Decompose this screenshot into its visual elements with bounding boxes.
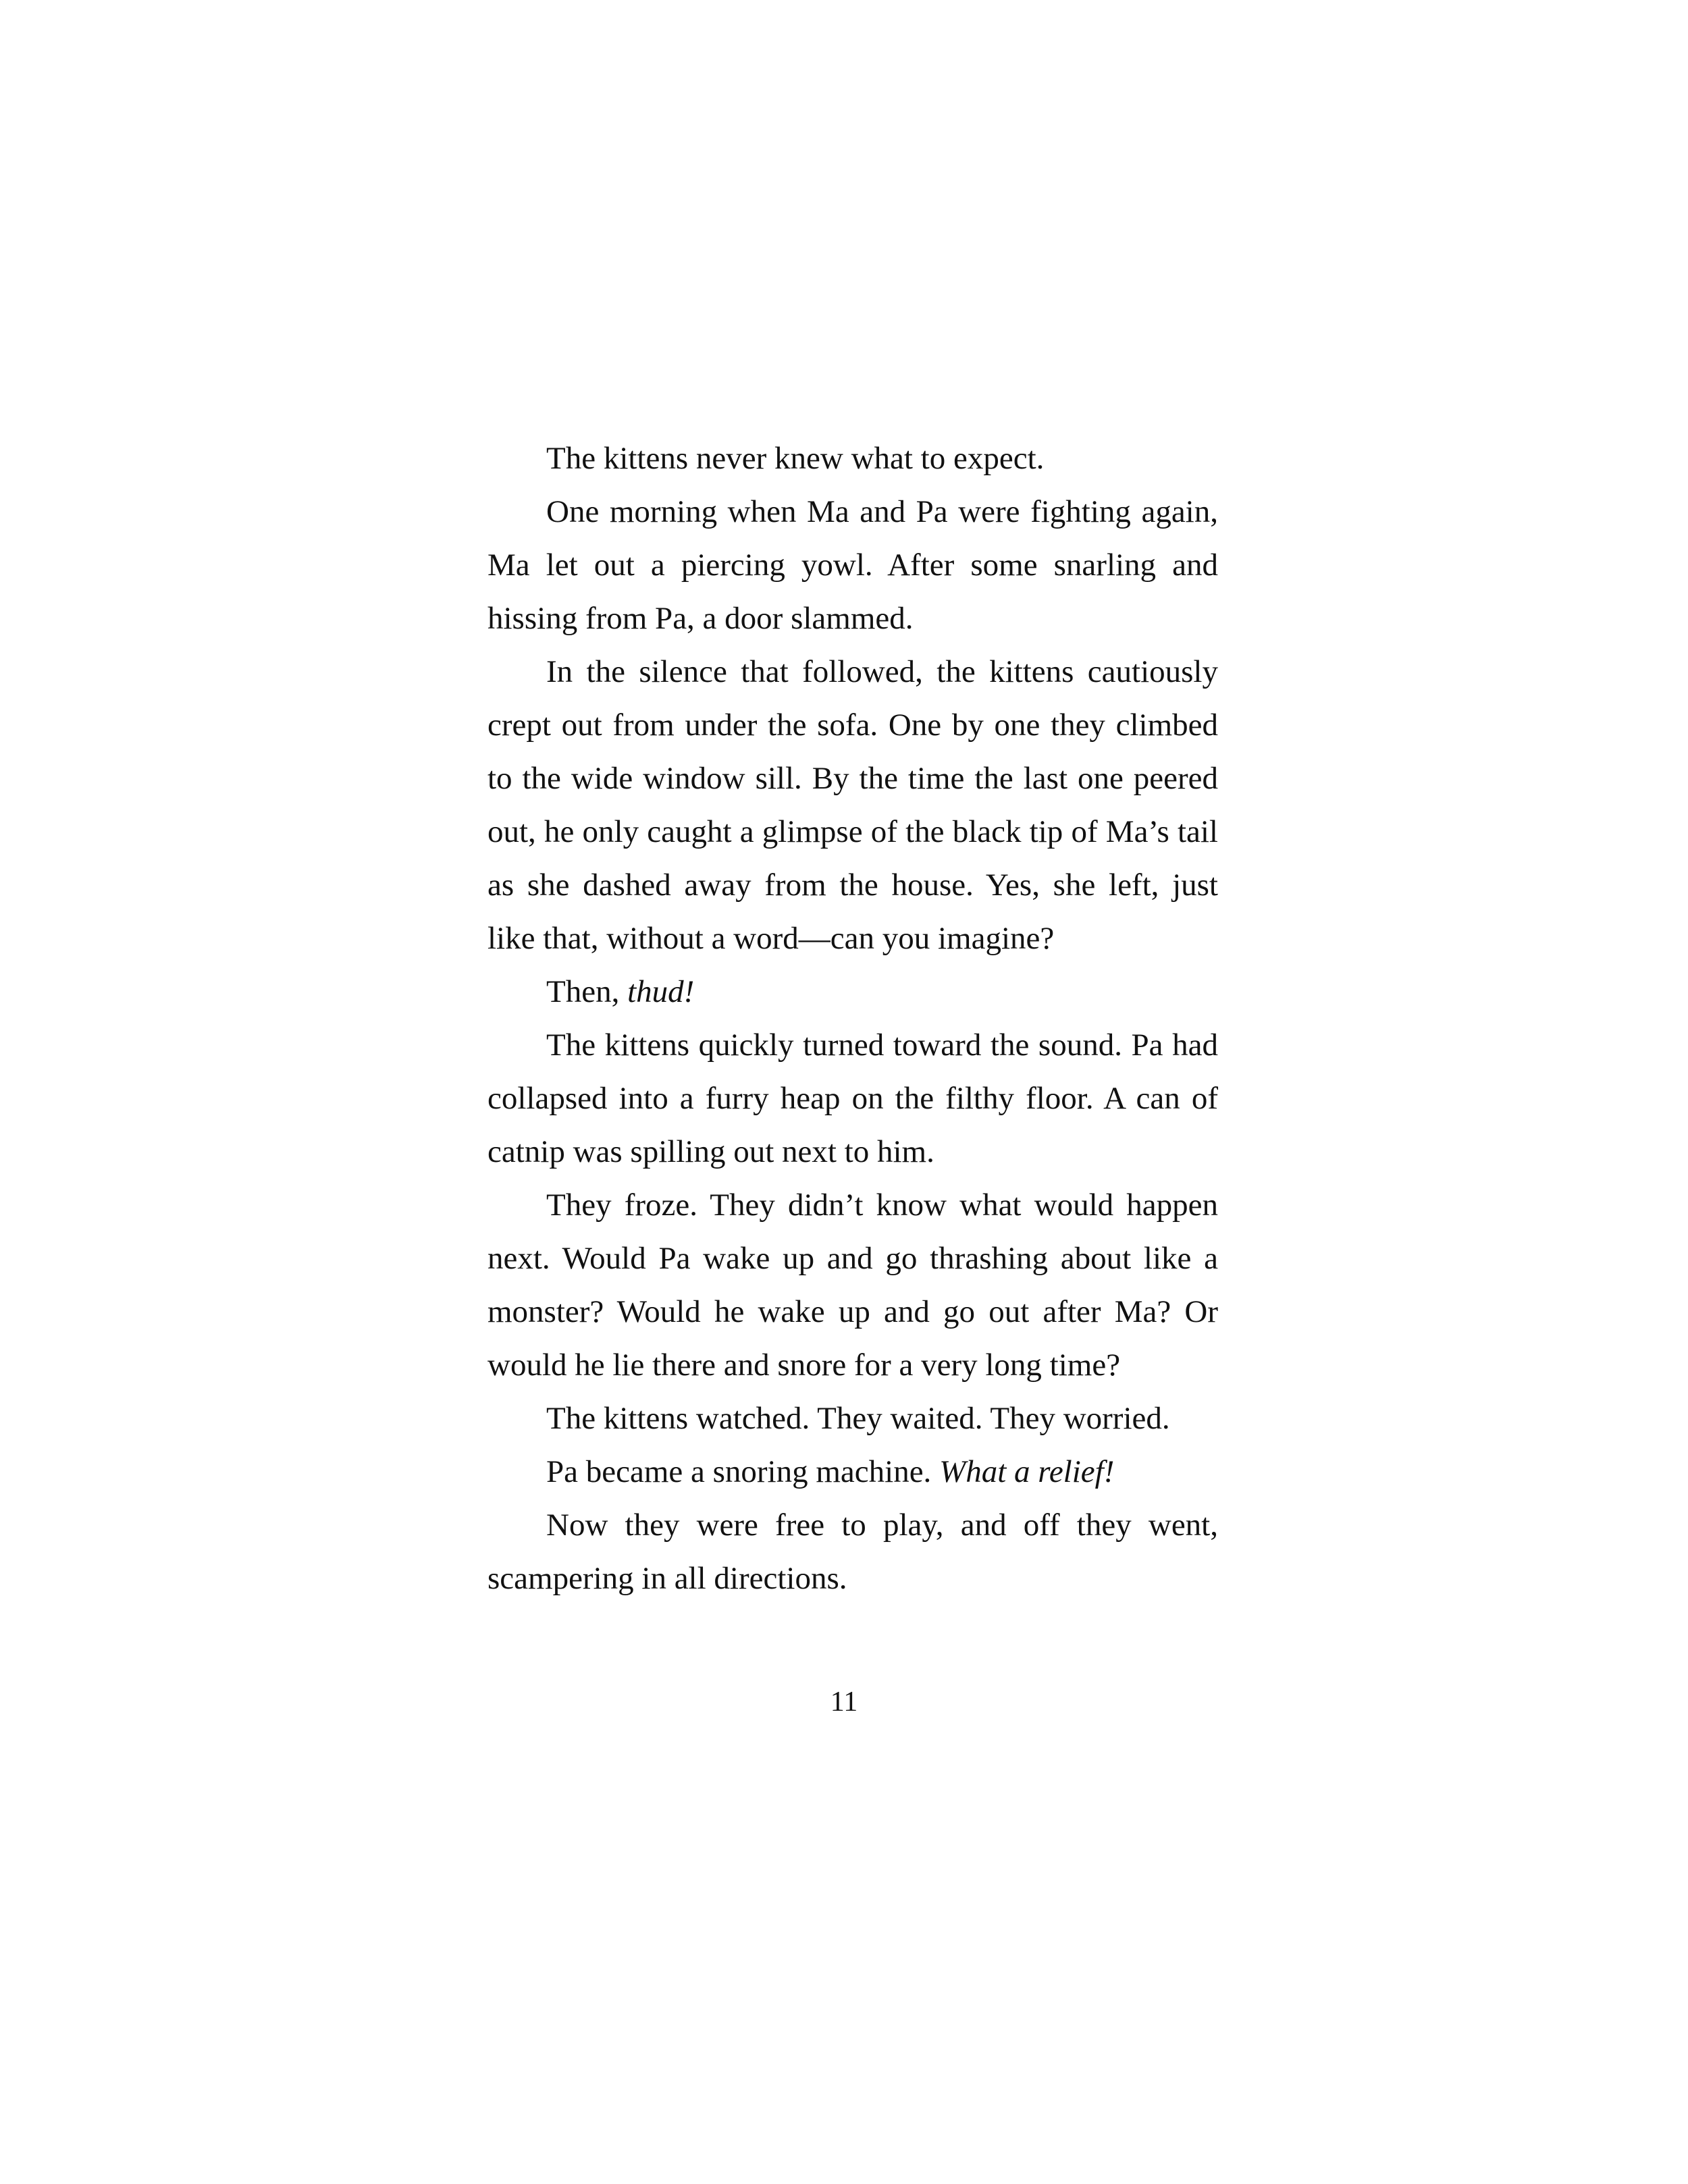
paragraph: Now they were free to play, and off they went, scampering in all directions. — [487, 1508, 1218, 1596]
paragraph: One morning when Ma and Pa were fighting again, Ma let out a piercing yowl. After some snarling and hissing from Pa, a door slammed. — [487, 494, 1218, 636]
paragraph: In the silence that followed, the kittens cautiously crept out from under the sofa. One by one they climbed to the wide window sill. By the time the last one peered out, he only caught a glimpse of the black tip of Ma’s tail as she dashed away from the house. Yes, she left, just like that, without a word—can you imagine? — [487, 654, 1218, 956]
paragraph: The kittens watched. They waited. They worried. — [546, 1401, 1170, 1436]
paragraph: Then, thud! — [546, 974, 695, 1009]
paragraph: The kittens never knew what to expect. — [546, 441, 1045, 476]
paragraph: Pa became a snoring machine. What a relief! — [546, 1454, 1115, 1489]
italic-emphasis: thud! — [627, 974, 695, 1009]
paragraph: The kittens quickly turned toward the sound. Pa had collapsed into a furry heap on the filthy floor. A can of catnip was spilling out next to him. — [487, 1028, 1218, 1169]
body-text — [487, 432, 1218, 1605]
paragraph: They froze. They didn’t know what would happen next. Would Pa wake up and go thrashing about like a monster? Would he wake up and go out after Ma? Or would he lie there and snore for a very long time? — [487, 1188, 1218, 1383]
page-number: 11 — [830, 1686, 858, 1717]
italic-emphasis: What a relief! — [939, 1454, 1115, 1489]
